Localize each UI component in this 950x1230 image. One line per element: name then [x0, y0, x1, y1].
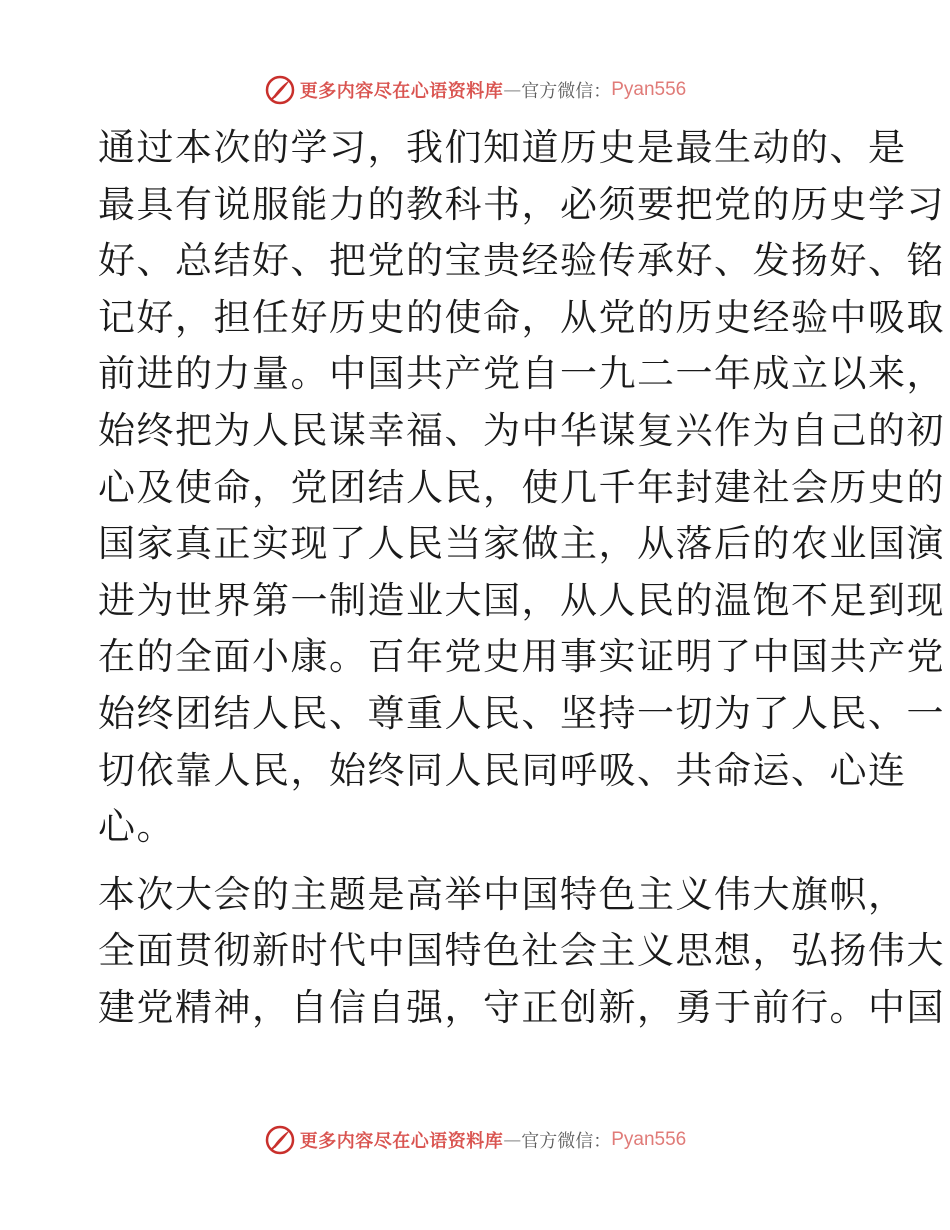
text-line: 国家真正实现了人民当家做主，从落后的农业国演 — [98, 522, 945, 566]
paragraph-1 — [98, 120, 945, 856]
wechat-account: Pyan556 — [611, 79, 687, 100]
text-line: 最具有说服能力的教科书，必须要把党的历史学习 — [98, 182, 945, 226]
site-name: 更多内容尽在心语资料库 — [299, 1131, 504, 1152]
text-line: 通过本次的学习，我们知道历史是最生动的、是 — [98, 126, 907, 169]
text-line: 本次大会的主题是高举中国特色主义伟大旗帜， — [98, 872, 907, 916]
text-line: 心。 — [98, 805, 175, 849]
text-line: 建党精神，自信自强，守正创新，勇于前行。中国 — [98, 985, 945, 1029]
text-line: 切依靠人民，始终同人民同呼吸、共命运、心连 — [98, 748, 907, 792]
text-line: 前进的力量。中国共产党自一九二一年成立以来， — [98, 352, 945, 396]
quill-logo-icon — [264, 1124, 296, 1156]
paragraph-2 — [98, 867, 945, 1037]
footer-banner — [0, 1120, 950, 1160]
quill-logo-icon — [264, 74, 296, 106]
wechat-account: Pyan556 — [611, 1129, 687, 1150]
paragraph-spacer — [98, 856, 858, 867]
text-line: 全面贯彻新时代中国特色社会主义思想，弘扬伟大 — [98, 929, 945, 973]
banner-separator: — — [503, 79, 522, 101]
wechat-label: 官方微信： — [521, 1131, 612, 1152]
text-line: 记好，担任好历史的使命，从党的历史经验中吸取 — [98, 295, 945, 339]
text-line: 始终团结人民、尊重人民、坚持一切为了人民、一 — [98, 691, 945, 735]
text-line: 在的全面小康。百年党史用事实证明了中国共产党 — [98, 635, 945, 679]
wechat-label: 官方微信： — [521, 81, 612, 102]
text-line: 始终把为人民谋幸福、为中华谋复兴作为自己的初 — [98, 408, 945, 452]
document-body — [98, 120, 945, 1037]
text-line: 心及使命，党团结人民，使几千年封建社会历史的 — [98, 465, 945, 509]
text-line: 好、总结好、把党的宝贵经验传承好、发扬好、铭 — [98, 239, 945, 283]
site-name: 更多内容尽在心语资料库 — [299, 81, 504, 102]
text-line: 进为世界第一制造业大国，从人民的温饱不足到现 — [98, 578, 945, 622]
header-banner — [0, 70, 950, 110]
banner-separator: — — [503, 1129, 522, 1151]
